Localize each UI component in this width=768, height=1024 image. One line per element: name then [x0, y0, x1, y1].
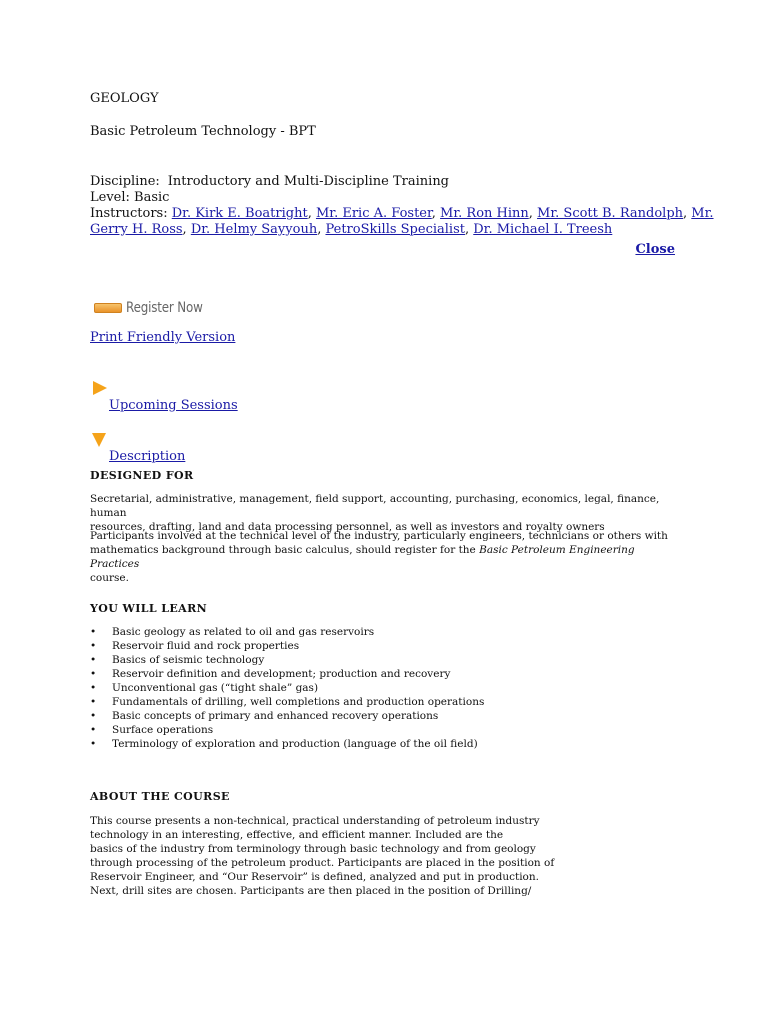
- instructor-link[interactable]: Mr. Scott B. Randolph: [537, 206, 684, 221]
- paragraph-line: Next, drill sites are chosen. Participants are then placed in the position of Drilling/: [90, 885, 532, 897]
- print-friendly-link[interactable]: Print Friendly Version: [90, 330, 236, 345]
- instructor-link[interactable]: PetroSkills Specialist: [325, 222, 465, 237]
- paragraph-line: [90, 543, 670, 571]
- level-value: Basic: [134, 190, 170, 205]
- instructor-link[interactable]: Mr.: [691, 206, 714, 221]
- list-item: • Surface operations: [90, 723, 484, 737]
- instructors-row: Instructors: Dr. Kirk E. Boatright, Mr. Eric A. Foster, Mr. Ron Hinn, Mr. Scott B. Randolph, Mr.: [90, 206, 714, 221]
- list-item: • Basic concepts of primary and enhanced recovery operations: [90, 709, 484, 723]
- paragraph-line: course.: [90, 572, 129, 584]
- instructor-link[interactable]: Gerry H. Ross: [90, 222, 183, 237]
- designed-for-heading: DESIGNED FOR: [90, 469, 194, 482]
- you-will-learn-heading: YOU WILL LEARN: [90, 602, 208, 615]
- designed-for-paragraph-1: [90, 492, 670, 534]
- register-bar-icon: [94, 303, 122, 313]
- instructor-link[interactable]: Dr. Helmy Sayyouh: [190, 222, 318, 237]
- close-link[interactable]: Close: [635, 242, 675, 257]
- course-title: Basic Petroleum Technology - BPT: [90, 124, 316, 139]
- register-now-button[interactable]: [94, 298, 216, 318]
- paragraph-line: technology in an interesting, effective, and efficient manner. Included are the: [90, 829, 504, 841]
- list-item: • Reservoir definition and development; production and recovery: [90, 667, 484, 681]
- list-item: • Unconventional gas (“tight shale” gas): [90, 681, 484, 695]
- list-item: • Fundamentals of drilling, well completions and production operations: [90, 695, 484, 709]
- instructors-label: Instructors:: [90, 206, 168, 221]
- instructor-link[interactable]: Dr. Michael I. Treesh: [473, 222, 613, 237]
- list-item: • Basics of seismic technology: [90, 653, 484, 667]
- instructor-link[interactable]: Mr. Ron Hinn: [440, 206, 529, 221]
- paragraph-line: This course presents a non-technical, practical understanding of petroleum industry: [90, 815, 540, 827]
- level-row: [90, 190, 690, 206]
- discipline-row: [90, 174, 690, 190]
- about-course-paragraph: [90, 814, 554, 898]
- paragraph-line: through processing of the petroleum product. Participants are placed in the position of: [90, 857, 555, 869]
- course-meta: [90, 174, 714, 238]
- level-label: Level:: [90, 190, 130, 205]
- designed-for-paragraph-2: [90, 529, 670, 585]
- arrow-right-icon: [93, 381, 107, 395]
- about-course-heading: ABOUT THE COURSE: [90, 790, 230, 803]
- arrow-down-icon: [92, 433, 106, 447]
- discipline-value: Introductory and Multi-Discipline Training: [167, 174, 450, 189]
- paragraph-line: basics of the industry from terminology through basic technology and from geology: [90, 843, 536, 855]
- department-title: GEOLOGY: [90, 91, 159, 106]
- list-item: • Basic geology as related to oil and gas reservoirs: [90, 625, 484, 639]
- instructor-link[interactable]: Mr. Eric A. Foster: [315, 206, 432, 221]
- instructors-row-2: Gerry H. Ross, Dr. Helmy Sayyouh, PetroSkills Specialist, Dr. Michael I. Treesh: [90, 222, 613, 237]
- learn-list: [90, 625, 484, 751]
- paragraph-line: resources, drafting, land and data processing personnel, as well as investors and royalty owners: [90, 521, 605, 533]
- paragraph-text: mathematics background through basic calculus, should register for the: [90, 544, 480, 556]
- register-now-label: Register Now: [126, 300, 203, 316]
- course-reference: Basic Petroleum Engineering Practices: [90, 544, 635, 570]
- description-link[interactable]: Description: [109, 449, 186, 464]
- upcoming-sessions-link[interactable]: Upcoming Sessions: [109, 398, 238, 413]
- list-item: • Reservoir fluid and rock properties: [90, 639, 484, 653]
- discipline-label: Discipline:: [90, 174, 160, 189]
- instructor-link[interactable]: Dr. Kirk E. Boatright: [171, 206, 308, 221]
- paragraph-line: Reservoir Engineer, and “Our Reservoir” is defined, analyzed and put in production.: [90, 871, 539, 883]
- list-item: • Terminology of exploration and production (language of the oil field): [90, 737, 484, 751]
- paragraph-line: Secretarial, administrative, management, field support, accounting, purchasing, economics, legal, finance, human: [90, 493, 660, 519]
- paragraph-line: Participants involved at the technical level of the industry, particularly engineers, technicians or others with: [90, 530, 668, 542]
